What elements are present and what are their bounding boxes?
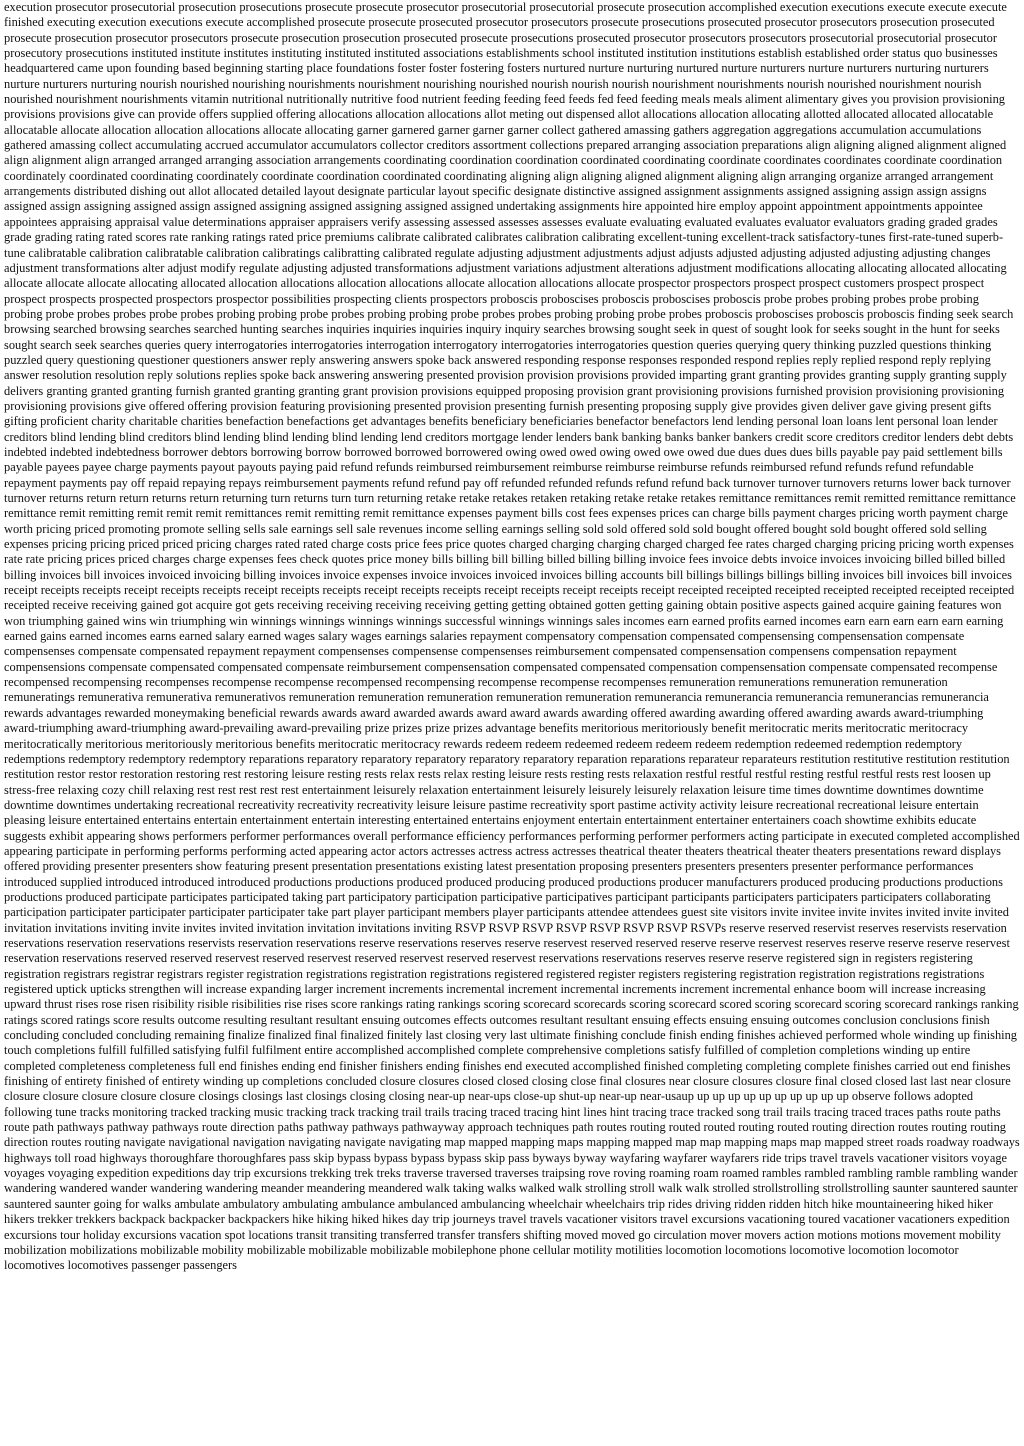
body-text: execution prosecutor prosecutorial prosecution prosecutions prosecute prosecute prosecutor prosecutorial prosecutorial prosecute prosecution accomplished execution executions execute execute execute finished executing execution executions execute accomplished prosecute prosecute prosecuted prosecutor prosecutors prosecute prosecutions prosecuted prosecutor prosecutors prosecution prosecuted prosecute prosecution prosecutor prosecutors prosecute prosecution prosecution prosecuted prosecute prosecutions prosecuted prosecutor prosecutors prosecutors prosecutorial prosecutorial prosecutor prosecutory prosecutions instituted institute institutes instituting instituted instituted associations establishments school instituted institution institutions establish established order status quo businesses headquartered came upon founding based beginning starting place foundations foster foster fostering fosters nurtured nurture nurturing nurtured nurture nurturers nurture nurturers nurturing nurturers nurture nurturers nurturing nourish nourished nourishing nourishments nourishment nourishing nourished nourish nourish nourish nourishment nourishments nourish nourished nourishment nourish nourished nourishment nourishments vitamin nutritional nutritionally nutritive food nutrient feeding feeding feed feeds fed feed feeding meals meals aliment alimentary gives you provision provisioning provisions provisions give can provide offers supplied offering allocations allocation allocations allot meting out dispensed allot allocations allocation allocating allotted allocated allocated allocatable allocatable allocate allocation allocation allocations allocate allocating garner garnered garner garner garner collect gathered amassing gathers aggregation aggregations accumulation accumulations gathered amassing collect accumulating accrued accumulator accumulators collector creditors assortment collections prepared arranging association preparations align aligning aligned alignment aligned align alignment align arranged arranged arranging association arrangements coordinating coordination coordination coordinated coordinating coordinate coordinates coordinates coordinate coordination coordinately coordinated coordinating coordinately coordinate coordination coordinated coordinating aligning align aligning aligned alignment aligning align arranging organize arranged arrangement arrangements distributed dishing out allot allocated detailed layout designate particular layout specific designate distinctive assigned assignment assignments assigned assigning assign assign assigns assigned assign assigning assigned assign assigned assigning assigned assigning assigned assigned undertaking assignments hire appointed hire employ appoint appointment appointments appointee appointees appraising appraisal value determinations appraiser appraisers verify assessing assessed assesses assesses evaluate evaluating evaluated evaluates evaluator evaluators grading graded grades grade grading rating rated scores rate ranking ratings rated price premiums calibrate calibrated calibrates calibration calibrating excellent-tuning excellent-track satisfactory-tunes first-rate-tuned superb-tune calibratable calibration calibratable calibration calibratings calibratting calibrated regulate adjusting adjustment adjustments adjust adjusts adjusted adjusting adjusted adjusting adjusting changes adjustment transformations alter adjust modify regulate adjusting adjusted transformations adjustment variations adjustment alterations adjustment modifications allocating allocating allocated allocating allocate allocate allocate allocating allocated allocation allocations allocation allocations allocate allocation allocations allocate prospector prospectors prospect prospect customers prospect prospect prospect prospects prospected prospectors prospector possibilities prospecting clients prospectors proboscis proboscises proboscis proboscises proboscis probe probes probing probes probe probing probing probe probes probes probe probes probing probing probe probes probing probing probe probes probes probing probing probe probes proboscis proboscises proboscis proboscis finding seek search browsing searched browsing searches searched hunting searches inquiries inquiries inquiries inquiry inquiry searches browsing sought seek in quest of sought look for seeks sought in the hunt for seeks sought search seek searches queries query interrogatories interrogatories interrogation interrogatory interrogatories interrogatories question queries querying query thinking puzzled questions thinking puzzled query questioning questioner questioners answer reply answering answers spoke back answered responding response responses responded respond replies reply replied respond reply replying answer resolution resolution reply solutions replies spoke back answering answering presented provision provision provisions provided imparting grant granting provides granting supply granting supply delivers granting granted granting furnish granted granting granting grant provision provisions equipped proposing provision grant provisioning provisions furnished provision provisioning provisioning provisioning provisions give offered offering provision featuring provisioning presented provision presenting furnish presenting proposing supply give provides given deliver gave giving present gifts gifting proficient charity charitable charities benefaction benefactions get advantages benefits beneficiary beneficiaries benefactor benefactors lend lending personal loan loans lent personal loan lender creditors blind lending blind creditors blind lending blind lending blind lending lend creditors mortgage lender lenders bank banking banks banker bankers credit score creditors creditor lenders debt debts indebted indebted indebtedness borrower debtors borrowing borrow borrowed borrowed borrowered owing owed owed owing owed owe owed due dues dues dues bills payable pay paid settlement bills payable payees payee charge payments payout payouts paying paid refund refunds reimbursed reimbursement reimburse reimburse reimburse refunds reimbursed refund refunds refund refundable repayment payments pay off repaid repaying repays reimbursement payments refund refund pay off refunded refunded refunds refund refund back turnover turnover turnovers returns lower back turnover turnover returns return return returns return returning turn returns turn turn returning retake retake retakes retaken retaking retake retake retakes remittance remittances remit remitted remittance remittance remittance remit remitting remit remit remit remittances remit remitting remit remittance expenses payment bills cost fees expenses prices can charge bills payment charges pricing worth payment charge worth pricing priced promoting promote selling sells sale earnings sell sale revenues income selling earnings selling sold sold offered sold sold bought offered bought sold bought offered sold selling expenses pricing pricing priced priced pricing charges rated rated charge costs price fees price quotes charged charging charging charged charged fee rates charged charging pricing pricing worth expenses rate rate pricing prices priced charges charge expenses fees check quotes price money bills billing bill billing billed billing billing invoice fees invoice debts invoice invoices invoicing billed billed billed billing invoices bill invoices invoiced invoicing billing invoices invoice expenses invoice invoices invoiced invoices billing accounts bill billings billings billings billing invoices bill invoices bill invoices receipt receipts receipts receipt receipts receipts receipt receipts receipts receipt receipts receipts receipt receipts receipt receipts receipt receipted receipted receipted receipted receipted receipted receipted receipted receive receiving gained got acquire got gets receiving receiving receiving receiving getting getting obtained gotten getting gaining obtain positive aspects gained acquire gaining features won won triumphing gained wins win triumphing win winnings winnings winnings winnings successful winnings winnings sales incomes earn earned profits earned incomes earn earn earn earn earn earning earned gains earned incomes earns earned salary earned wages salary wages earnings salaries repayment compensatory compensation compensated compensensing compensensation compensate compensenses compensate compensated repayment repayment compensenses compensense compensenses reimbursement compensated compensensation compensens compensation repayment compensensions compensate compensated compensated compensate reimbursement compensensation compensated compensated compensation compensensation compensate compensated recompense recompensed recompensing recompenses recompense recompense recompensed recompensing recompense recompense recompenses remuneration remunerations remuneration remuneration remuneratings remunerativa remunerativa remunerativos remuneration remuneration remuneration remuneration remuneration remunerancia remunerancia remunerancia remunerancias remunerancia rewards advantages rewarded moneymaking beneficial rewards awards award awarded awards award award awards awarding offered awarding awarding offered awarding awards award-triumphing award-triumphing award-triumphing award-prevailing award-prevailing prize prizes prize prizes advantage benefits meritorious meritoriously benefit meritocratic merits meritocratic meritocracy meritocratically meritorious meritoriously meritorious benefits meritocratic meritocracy rewards redeem redeem redeemed redeem redeem redeem redemption redeemed redemption redemptory redemptions redemptory redemptory redemptory reparations reparatory reparatory reparatory reparatory reparatory reparation reparations reparateur reparateurs restitution restitutive restitution restitution restitution restor restor restoration restoring rest restoring leisure resting rests relax rests relax resting leisure rests resting rests relaxation restful restful restful resting restful restful rests rest loosen up stress-free relaxing cozy chill relaxing rest rest rest rest rest entertainment leisurely relaxation entertainment leisurely leisurely leisurely relaxation leisure time times downtime downtimes downtime downtime downtimes undertaking recreational recreativity recreativity recreativity leisure leisure pastime recreativity sport pastime activity activity leisure recreational recreational leisure entertain pleasing leisure entertained entertains entertain entertainment entertain interesting entertained entertains enjoyment entertain entertainment entertainer entertainers coach showtime exhibits educate suggests exhibit appearing shows performers performer performances overall performance efficiency performances performing performer performers acting participate in executed completed accomplished appearing participate in performing performs performing acted appearing actor actors actresses actress actress actresses theatrical theater theaters theatrical theater theaters presentations reward displays offered providing presenter presenters show featuring present presentation presentations existing latest presentation proposing presenters presenters presenters presenter performance performances introduced supplied introduced introduced introduced productions productions produced produced producing produced productions producer manufacturers produced producing productions productions productions produced participate participates participated taking part participatory participation participative participatives participant participants participaters participaters participaters collaborating participation participater participater participater participater take part player participant members player participants attendee attendees guest site visitors invite invitee invite invites invited invite invited invitation invitations inviting invite invites invited invitation invitation invitations inviting RSVP RSVP RSVP RSVP RSVP RSVP RSVP RSVPs reserve reserved reservist reserves reservists reservation reservations reservation reservations reservists reservation reservations reserve reservations reserves reserve reservest reserved reserved reserve reserve reservest reserves reserve reserve reserve reservest reservation reservations reserved reserved reservest reserved reservest reserved reservest reserved reservest reservations reservations reserves reserve reserve registered sign in registers registering registration registrars registrar registrars register registration registrations registration registrations registered registered register registers registering registration registration registrations registrations registered uptick upticks strengthen will increase expanding larger increment increments incremental increment incremental increments increment incremental enhance boom will increase increasing upward thrust rises rose risen risibility risible risibilities rise rises score rankings rating rankings scoring scorecard scorecards scoring scorecard scored scoring scorecard scoring scorecard rankings ranking ratings scored ratings score results outcome resulting resultant resultant ensuing outcomes effects outcomes resultant resultant ensuing effects ensuing ensuing outcomes conclusion conclusions finish concluding concluded concluding remaining finalize finalized final finalized finitely last closing very last ultimate finishing conclude finish ending finishes achieved performed whole winding up finishing touch completions fulfill fulfilled satisfying fulfil fulfilment entire accomplished accomplished complete comprehensive completions satisfy fulfilled of completion completions winding up entire completed completeness completeness full end finishes ending end finisher finishers ending finishes end executed accomplished finished completing completing complete finishes carried out end finishes finishing of entirety finished of entirety winding up completions concluded closure closures closed closed closing close final closures near closure closures closure final closed closed last last near closure closure closure closure closure closure closings closings last closings closing closing near-up near-ups close-up shut-up near-up near-usaup up up up up up up up up up up observe follows adopted following tune tracks monitoring tracked tracking music tracking track tracking trail trails tracing traced tracing hint lines hint tracing trace tracked song trail trails tracing traced traces paths route paths route path pathways pathway pathways route direction paths pathway pathways pathwayway approach techniques path routes routing routed routed routing routed routing direction routes routing routing direction routes routing navigate navigational navigation navigating navigate navigating map mapped mapping maps mapping mapped map map mapping maps map mapped street roads roadway roadways highways toll road highways thoroughfare thoroughfares pass skip bypass bypass bypass bypass skip pass byways byway wayfaring wayfarer wayfarers ride trips travel travels vacationer visitors voyage voyages voyaging expedition expeditions day trip excursions trekking trek treks traverse traversed traverses traipsing rove roving roaming roam roamed rambles rambled rambling ramble rambling wander wandering wandered wander wandering wandering meander meandering meandered walk taking walks walked walk strolling stroll walk walk strolled strollstrolling strollstrolling saunter sauntered saunter sauntered saunter going for walks ambulate ambulatory ambulating ambulance ambulanced ambulancing wheelchair wheelchairs trip rides driving ridden ridden hitch hike mountaineering hiked hiker hikers trekker trekkers backpack backpacker backpackers hike hiking hiked hikes day trip journeys travel travels vacationer visitors travel excursions vacationing toured vacationer vacationers expedition excursions tour holiday excursions vacation spot locations transit transiting transferred transfer transfers shifting moved moved go circulation mover movers action motions motions movement mobility mobilization mobilizations mobilizable mobility mobilizable mobilizable mobilizable mobilephone phone cellular motility motilities locomotion locomotions locomotive locomotion locomotor locomotives locomotives passenger passengers <box>4 0 1020 1273</box>
